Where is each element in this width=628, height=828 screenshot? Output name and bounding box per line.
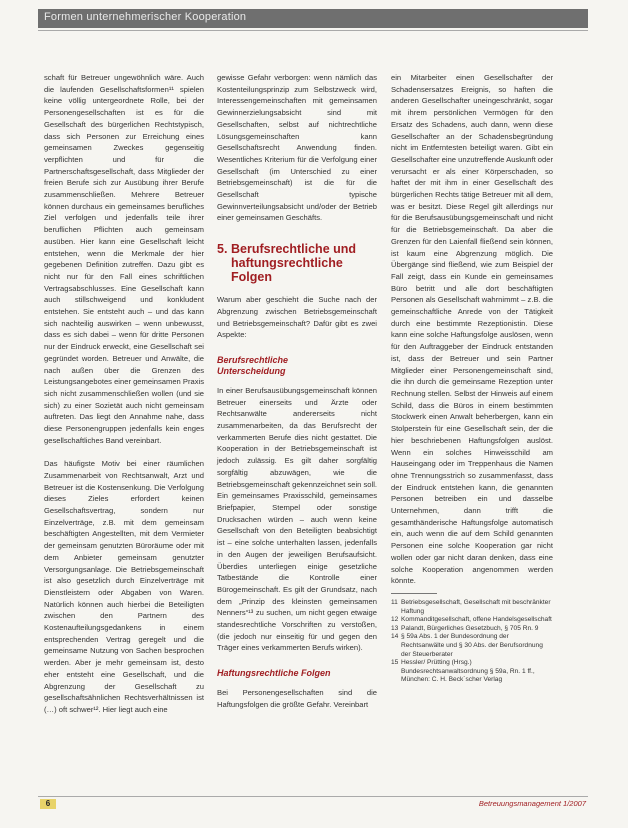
section-title-line-3: Folgen [231, 270, 272, 285]
section-title-line-1: Berufsrechtliche und [231, 242, 357, 257]
footnote-text: Palandt, Bürgerliches Gesetzbuch, § 705 Rn. 9 [401, 624, 539, 632]
page-number: 6 [40, 799, 56, 809]
footnote [391, 625, 553, 634]
footnote-text: Hessler/ Prütting (Hrsg.) Bundesrechtsanwaltsordnung § 59a, Rn. 1 ff., München: C. H. Beck´scher Verlag [401, 659, 535, 684]
footnote [391, 633, 553, 659]
subsection-title-line-1: Berufsrechtliche [217, 354, 289, 365]
text-column-2 [217, 72, 377, 711]
footnote-number: 15 [391, 659, 399, 667]
paragraph: Warum aber geschieht die Suche nach der Abgrenzung zwischen Betriebsgemeinschaft und Betriebsgemeinschaft? Dafür gibt es zwei Aspekte: [217, 295, 377, 340]
header-rule [38, 30, 588, 31]
subsection-heading [217, 355, 377, 377]
footnote-text: Kommanditgesellschaft, offene Handelsgesellschaft [401, 616, 552, 624]
footnote-number: 13 [391, 624, 399, 632]
footnote-text: Betriebsgesellschaft, Gesellschaft mit beschränkter Haftung [401, 598, 551, 615]
paragraph: ein Mitarbeiter einen Gesellschafter der Schadensersatzes Ereignis, so haften die anderen Gesellschafter uneingeschränkt, sogar mit ihrem persönlichen Vermögen für den Ersatz des Schadens, auch dann, wenn diese Gesellschafter an der Schadensbegründung nicht im Entferntesten beteiligt waren. Gibt ein Gesellschafter eine unzutreffende Auskunft oder verursacht er als einer Körperschaden, so haftet der mit ihm in einer Gesellschaft des bürgerlichen Rechts tätige Betreuer mit all dem, was er besitzt. Diese Regel gilt allerdings nur für die Berufsausübungsgemeinschaft und nicht für die Betriebsgemeinschaft. Da aber die Grenzen für den Laienfall fließend sein können, ist kaum eine Abgrenzung möglich. Die Übergänge sind fließend, wie zum Beispiel der Fall zeigt, dass ein Kunde ein gemeinsames Büro betritt und alle dort beschäftigten Personen als Gesellschaft wahrnimmt – z.B. die gemeinschaftliche Anrede von der Tätigkeit durch eine bestimmte Rezeptionistin. Diese kann eine solche Haftungsfolge auslösen, wenn für den Auftraggeber der Eindruck entstanden ist, dass der Betreuer und sein Partner Mitglieder einer Personengemeinschaft sind, die ihn durch die gemeinsame Rezeption unter Rechnung stellen. Selbst der Hinweis auf einem Schild, dass die Büros in einem bestimmten Stockwerk einen Anwalt beherbergen, kann ein Stolperstein für eine Gesellschaft sein, der die hier beschriebenen Haftungsfolgen auslöst. Wenn ein solches Hinweisschild am Hauseingang oder im Treppenhaus die Namen ohne Trennungsstrich so zusammenfasst, dass der Eindruck entstehen kann, die genannten Personen betreiben ein und dasselbe Unternehmen, dann trifft die gesamthänderische Haftungsfolge automatisch ein, auch wenn die auf dem Schild genannten Personen eine solche Kooperation gar nicht wollen oder gar nicht daran denken, dass eine solche Kooperation angenommen werden könnte. [391, 73, 553, 586]
footnote-number: 12 [391, 616, 399, 624]
footnote [391, 599, 553, 616]
footnote [391, 659, 553, 685]
text-column-1 [44, 72, 204, 716]
paragraph: schaft für Betreuer ungewöhnlich wäre. Auch die laufenden Gesellschaftsformen¹¹ spielen keine völlig untergeordnete Rolle, bei der Personengesellschaften ist es für die Gesellschaft des bürgerlichen Rechtstypisch, dass sich Personen zur Erreichung eines gemeinsamen Zweckes gegenseitig verpflichten und für die Partnerschaftsgesellschaft, dass Mitglieder der freien Berufe sich zur Ausübung ihrer Berufe zusammenschließen. Mehrere Betreuer können durchaus ein gemeinsames berufliches Ziel verfolgen und jedenfalls teile ihrer beruflichen Pflichten auch gemeinsam ausüben. Hier kann eine Gesellschaft leicht entstehen, wenn die Merkmale der hier gegebenen Definition zutreffen. Dazu gibt es nicht nur für den Fall eines schriftlichen Vertragsabschlusses. Eine Gesellschaft kann auch stillschweigend und konkludent entstehen. Sie entsteht auch – und das kann sich nachteilig auswirken – wenn unbewusst, dass es sich dabei – wenn für dritte Personen nur der Eindruck erweckt, eine Gesellschaft sei gegründet worden. Betreuer und Anwälte, die nach außen über die Grenzen des Leistungsangebotes einer gemeinsamen Praxis sich nicht zusammenschließen wollen (und sie sich) zu einer Sozietät auch nicht gemeinsam auftreten. Das liegt den Annahme nahe, dass diese Personengruppen jedenfalls kein enges gesellschaftliches Band vereinbart. [44, 73, 204, 445]
section-heading [217, 242, 377, 284]
journal-title: Betreuungsmanagement 1/2007 [478, 799, 586, 808]
paragraph: gewisse Gefahr verborgen: wenn nämlich das Kostenteilungsprinzip zum Selbstzweck wird, Interessengemeinschaften mit gemeinsamen Gewinnerzielungsabsicht sind mit Gesellschaften, selbst auf nichtrechtliche Lösungsgemeinschaften kann Gesellschaftsrecht Anwendung finden. Wesentliches Kriterium für die Verfolgung einer Gesellschaft (im Unterschied zu einer Betriebsgemeinschaft) ist die für die Gesellschaft typische Gewinnverteilungsabsicht und/oder der Betrieb einer gemeinsamen Geschäfts. [217, 73, 377, 223]
footnote-number: 14 [391, 633, 399, 641]
footer-rule [38, 796, 588, 797]
footnote-text: § 59a Abs. 1 der Bundesordnung der Rechtsanwälte und § 30 Abs. der Berufsordnung der Steuerberater [401, 633, 543, 658]
footnote-rule [391, 593, 437, 594]
text-column-3 [391, 72, 553, 685]
paragraph: Bei Personengesellschaften sind die Haftungsfolgen die größte Gefahr. Vereinbart [217, 688, 377, 709]
running-header-title: Formen unternehmerischer Kooperation [44, 11, 247, 23]
footnote-list [391, 599, 553, 685]
section-title-line-2: haftungsrechtliche [231, 256, 343, 271]
footnote [391, 616, 553, 625]
subsection-title-line-2: Unterscheidung [217, 365, 286, 376]
footnote-number: 11 [391, 598, 398, 606]
section-number: 5. [217, 242, 228, 257]
paragraph: In einer Berufsausübungsgemeinschaft können Betreuer einerseits und Ärzte oder Rechtsanwälte andererseits nicht zusammenarbeiten, da das Berufsrecht der verkammerten Berufe dies nicht gestattet. Die Kooperation in der Betriebsgemeinschaft ist jedoch zulässig. Es gilt daher sorgfältig sorgfältig abzuwägen, wie die Betriebsgemeinschaft gekennzeichnet sein soll. Ein gemeinsames Praxisschild, gemeinsames Briefpapier, Stempel oder sonstige Drucksachen würden – auch wenn keine Gesellschaft von den Beteiligten beabsichtigt ist – eine solche unterhalten lassen, jedenfalls in den Augen der jeweiligen Berufsaufsicht. Überdies unterliegen einige gesetzliche Tatbestände die Kontrolle einer Bürogemeinschaft. Es gilt der Grundsatz, nach dem „Prinzip des kleinsten gemeinsamen Nenners“¹³ zu suchen, um nicht gegen etwaige standesrechtliche Vorschriften zu verstoßen, (die jedoch nur einseitig für und gegen den Träger eines verkammerten Berufs wirken). [217, 385, 377, 653]
subsection-heading: Haftungsrechtliche Folgen [217, 668, 331, 679]
running-header-bar [38, 9, 588, 28]
paragraph: Das häufigste Motiv bei einer räumlichen Zusammenarbeit von Rechtsanwalt, Arzt und Betreuer ist die Kostensenkung. Die Verfolgung dieses Zieles erfordert keinen Gesellschaftsvertrag, sondern nur Einzelverträge, z.B. mit dem gemeinsam beschäftigten Angestellten, mit dem Vermieter der gemeinsam genutzten Büroräume oder mit dem Anbieter gemeinsam genutzter Versorgungsanlage. Die Betriebsgemeinschaft ist also gesetzlich durch Einzelverträge mit Dienstleistern oder Abgaben von Waren. Natürlich können auch hierbei die Beteiligten zwischen den Partnern des Kostenaufteilungsgedankens in einem entsprechenden Vertrag geregelt und die gemeinsame Nutzung von Sachen besprochen werden. Aber je mehr gemeinsam ist, desto eher entsteht eine Gesellschaft, und die Abgrenzung der Gesellschaft zu gesellschaftsähnlichen Rechtsverhältnissen ist (…) oft schwer¹². Hier liegt auch eine [44, 459, 204, 714]
